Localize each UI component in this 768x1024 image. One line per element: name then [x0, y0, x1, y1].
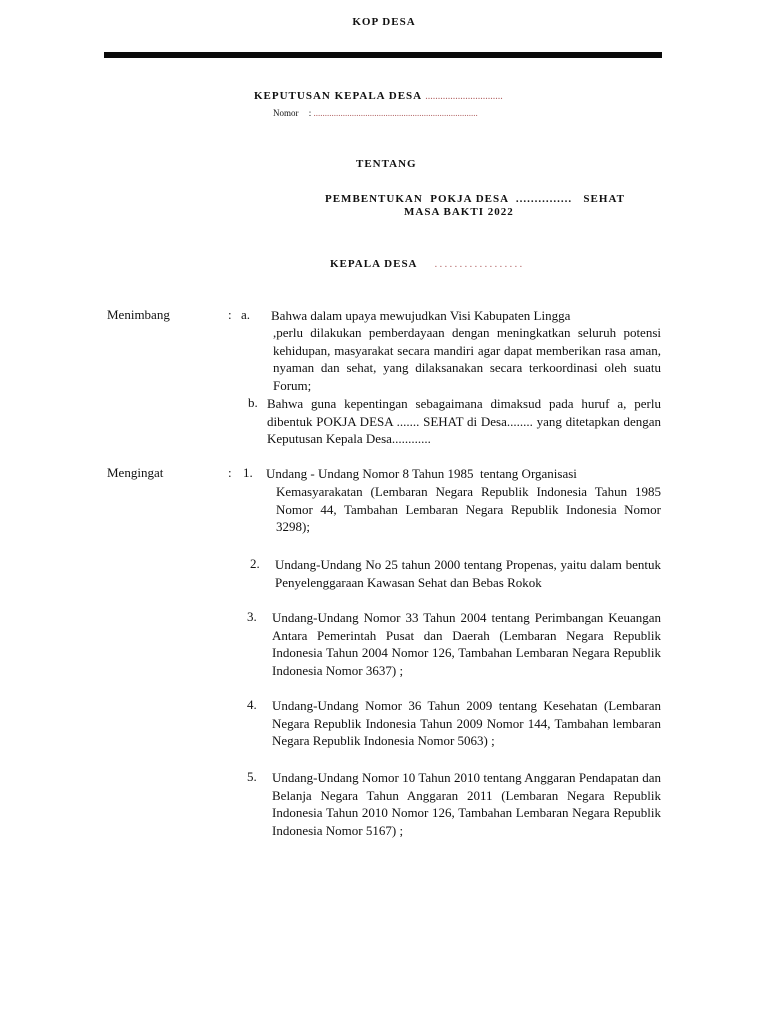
- mengingat-item-2: Undang-Undang No 25 tahun 2000 tentang Propenas, yaitu dalam bentuk Penyelenggaraan Kawasan Sehat dan Bebas Rokok: [275, 557, 661, 590]
- mengingat-item-1-body: Kemasyarakatan (Lembaran Negara Republik Indonesia Tahun 1985 Nomor 44, Tambahan Lembaran Negara Republik Indonesia Nomor 3298);: [276, 484, 661, 534]
- mengingat-item-5: Undang-Undang Nomor 10 Tahun 2010 tentang Anggaran Pendapatan dan Belanja Negara Tahun Anggaran 2011 (Lembaran Negara Republik Indonesia Tahun 2010 Nomor 126, Tambahan Lembaran Negara Republik Indonesia Nomor 5167) ;: [272, 770, 661, 838]
- kepala-desa-text: KEPALA DESA: [330, 258, 417, 270]
- mengingat-label: Mengingat: [107, 465, 164, 480]
- kepala-desa-dots: . . . . . . . . . . . . . . . . . .: [434, 259, 523, 270]
- menimbang-marker-b: b.: [248, 395, 258, 410]
- menimbang-colon: :: [228, 307, 232, 322]
- menimbang-label: Menimbang: [107, 307, 170, 322]
- mengingat-colon: :: [228, 465, 232, 480]
- mengingat-marker-2: 2.: [250, 556, 260, 571]
- kepala-desa-heading: [330, 258, 522, 270]
- nomor-dots: .........................................................................: [313, 108, 478, 118]
- tentang-heading: TENTANG: [356, 158, 417, 170]
- mengingat-marker-1: 1.: [243, 465, 253, 480]
- mengingat-item-4: Undang-Undang Nomor 36 Tahun 2009 tentang Kesehatan (Lembaran Negara Republik Indonesia Tahun 2009 Nomor 144, Tambahan lembaran Negara Republik Indonesia Nomor 5063) ;: [272, 698, 661, 748]
- keputusan-text: KEPUTUSAN KEPALA DESA: [254, 90, 422, 102]
- nomor-line: [273, 108, 478, 118]
- kop-desa-heading: KOP DESA: [352, 16, 416, 28]
- keputusan-title: [254, 90, 503, 102]
- menimbang-item-a-body: ,perlu dilakukan pemberdayaan dengan meningkatkan seluruh potensi kehidupan, masyarakat secara mandiri agar dapat memberikan rasa aman, nyaman dan sehat, yang dilaksanakan secara terkoordinasi oleh suatu Forum;: [273, 325, 661, 393]
- keputusan-dots: ...............................: [425, 91, 503, 102]
- nomor-label: Nomor: [273, 108, 299, 118]
- masa-bakti-heading: MASA BAKTI 2022: [404, 206, 514, 218]
- menimbang-marker-a: a.: [241, 307, 251, 322]
- mengingat-marker-5: 5.: [247, 769, 257, 784]
- menimbang-item-a-first: Bahwa dalam upaya mewujudkan Visi Kabupaten Lingga: [271, 308, 571, 323]
- mengingat-item-1-first: Undang - Undang Nomor 8 Tahun 1985 tentang Organisasi: [266, 466, 577, 481]
- mengingat-item-3: Undang-Undang Nomor 33 Tahun 2004 tentang Perimbangan Keuangan Antara Pemerintah Pusat dan Daerah (Lembaran Negara Republik Indonesia Tahun 2004 Nomor 126, Tambahan Lembaran Negara Republik Indonesia Nomor 3637) ;: [272, 610, 661, 678]
- mengingat-marker-3: 3.: [247, 609, 257, 624]
- mengingat-marker-4: 4.: [247, 697, 257, 712]
- pembentukan-heading: PEMBENTUKAN POKJA DESA ............... SEHAT: [325, 193, 625, 205]
- menimbang-item-b: Bahwa guna kepentingan sebagaimana dimaksud pada huruf a, perlu dibentuk POKJA DESA ....... SEHAT di Desa........ yang ditetapkan dengan Keputusan Kepala Desa............: [267, 396, 661, 446]
- letterhead-rule: [104, 52, 662, 58]
- nomor-separator: :: [308, 108, 312, 118]
